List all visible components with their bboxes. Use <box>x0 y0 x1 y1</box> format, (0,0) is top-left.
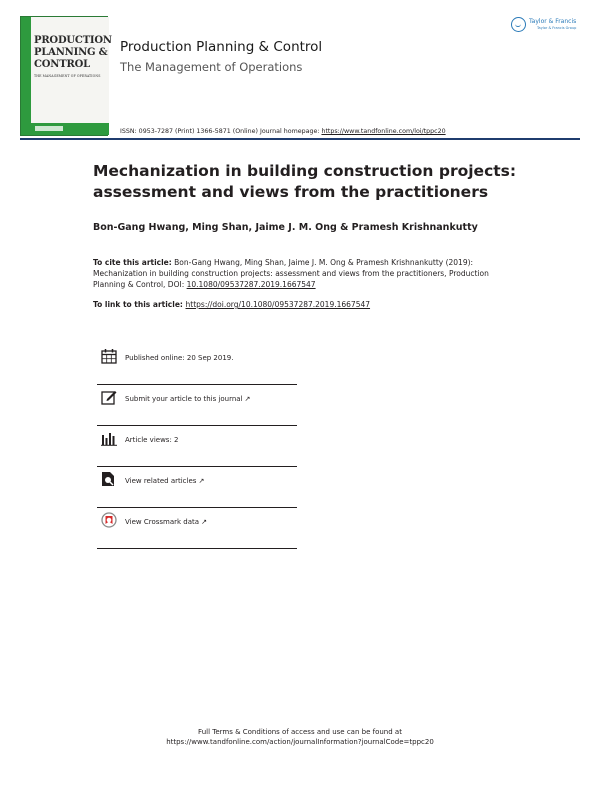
crossmark-link[interactable] <box>125 518 207 526</box>
cover-badge <box>35 126 63 131</box>
calendar-icon <box>101 348 117 364</box>
journal-subtitle: The Management of Operations <box>120 60 303 74</box>
article-doi-url[interactable]: https://doi.org/10.1080/09537287.2019.1667547 <box>185 300 371 309</box>
journal-title: Production Planning & Control <box>120 39 323 55</box>
cover-title <box>34 35 112 71</box>
article-meta-list <box>97 344 297 549</box>
citation-text: Bon-Gang Hwang, Ming Shan, Jaime J. M. Ong & Pramesh Krishnankutty (2019): Mechanization in building construction projects: assessment and views from the practitioners, Production Planning & Control, DOI: <box>93 258 489 289</box>
cover-title-line-3: CONTROL <box>34 59 90 70</box>
cover-panel <box>31 17 112 135</box>
cover-title-line-1: PRODUCTION <box>34 35 112 46</box>
external-link-icon: ↗ <box>244 395 251 403</box>
publisher-logo-subtext: Taylor & Francis Group <box>537 26 577 30</box>
issn-line <box>120 128 446 135</box>
citation <box>93 257 513 290</box>
article-authors: Bon-Gang Hwang, Ming Shan, Jaime J. M. Ong & Pramesh Krishnankutty <box>93 222 478 233</box>
submit-article-label: Submit your article to this journal <box>125 395 243 403</box>
meta-crossmark[interactable] <box>97 508 297 549</box>
meta-submit[interactable] <box>97 385 297 426</box>
issn-text: ISSN: 0953-7287 (Print) 1366-5871 (Online) Journal homepage: <box>120 128 322 135</box>
publisher-logo-text: Taylor & Francis <box>529 18 577 25</box>
bar-chart-icon <box>101 430 117 446</box>
article-link-line <box>93 300 370 309</box>
published-date: Published online: 20 Sep 2019. <box>125 354 234 362</box>
cover-subtitle: THE MANAGEMENT OF OPERATIONS <box>34 74 101 78</box>
article-views-count: Article views: 2 <box>125 436 179 444</box>
header-divider <box>20 138 580 140</box>
edit-icon <box>101 389 117 405</box>
citation-label: To cite this article: <box>93 258 172 267</box>
publisher-logo[interactable] <box>511 17 586 35</box>
journal-cover-image <box>20 16 112 136</box>
article-link-label: To link to this article: <box>93 300 186 309</box>
cover-title-line-2: PLANNING & <box>34 47 108 58</box>
document-search-icon <box>101 471 117 487</box>
meta-views <box>97 426 297 467</box>
citation-doi-link[interactable]: 10.1080/09537287.2019.1667547 <box>186 280 316 289</box>
submit-article-link[interactable] <box>125 395 250 403</box>
meta-related[interactable] <box>97 467 297 508</box>
terms-footer <box>0 727 600 747</box>
related-articles-label: View related articles <box>125 477 197 485</box>
publisher-logo-icon <box>511 17 526 32</box>
meta-published <box>97 344 297 385</box>
crossmark-label: View Crossmark data <box>125 518 200 526</box>
terms-url-link[interactable]: https://www.tandfonline.com/action/journalInformation?journalCode=tppc20 <box>166 738 434 746</box>
external-link-icon: ↗ <box>198 477 205 485</box>
external-link-icon: ↗ <box>201 518 207 526</box>
terms-text: Full Terms & Conditions of access and use can be found at <box>198 728 402 736</box>
article-title: Mechanization in building construction projects: assessment and views from the practitioners <box>93 162 517 201</box>
crossmark-icon <box>101 512 117 528</box>
journal-homepage-link[interactable]: https://www.tandfonline.com/loi/tppc20 <box>321 128 446 135</box>
related-articles-link[interactable] <box>125 477 204 485</box>
